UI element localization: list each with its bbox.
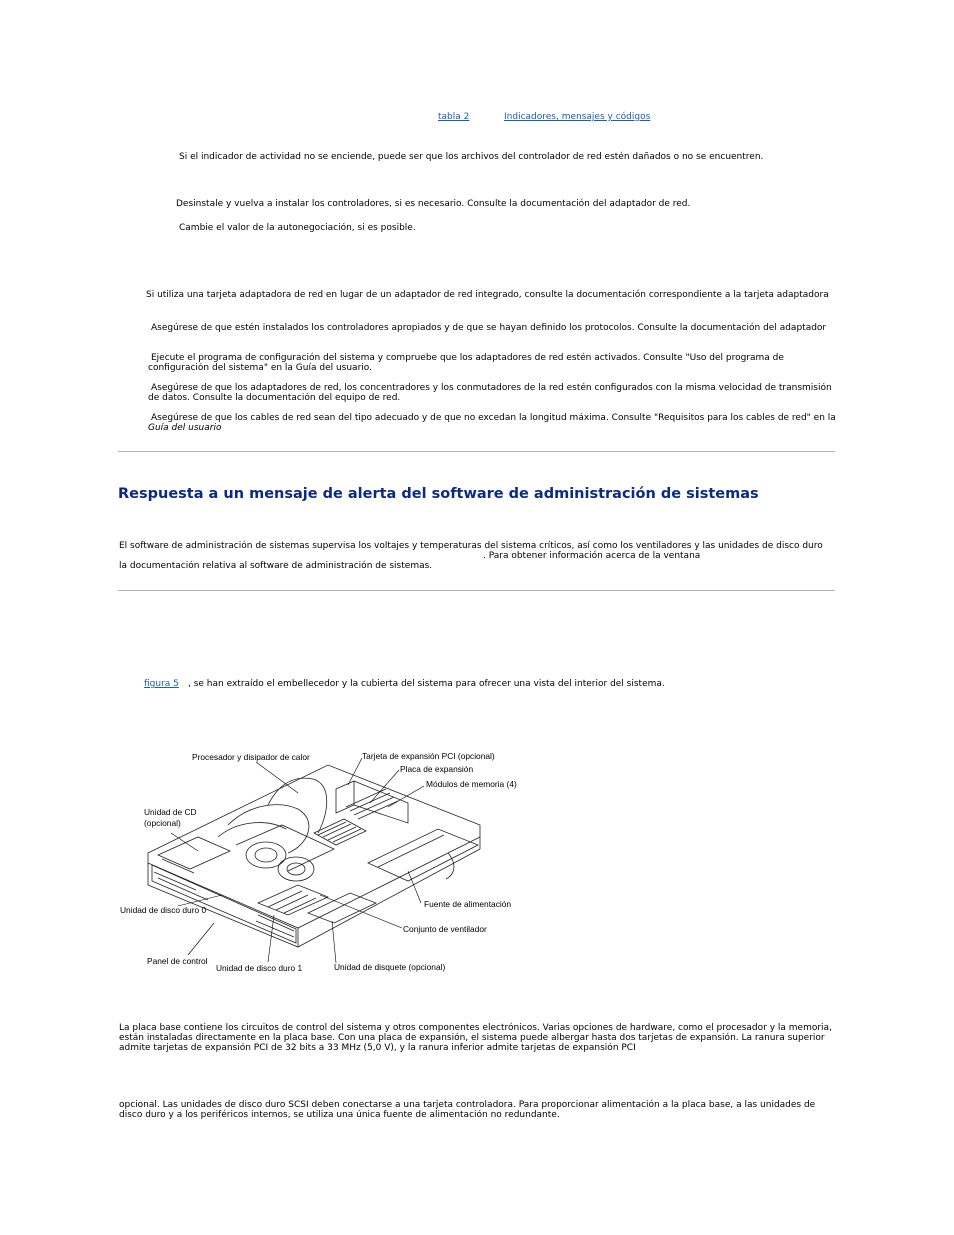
cd-drive	[158, 837, 230, 869]
paragraph-indicador: Si el indicador de actividad no se enciende, puede ser que los archivos del controlador de red estén dañados o no se encuentren.	[179, 152, 764, 162]
label-panel: Panel de control	[147, 956, 208, 966]
pci-card	[354, 781, 408, 823]
fan-2	[278, 857, 314, 881]
paragraph-controladores: Asegúrese de que estén instalados los controladores apropiados y de que se hayan definido los protocolos. Consulte la documentación del adaptador	[151, 323, 827, 333]
label-disco-0: Unidad de disco duro 0	[120, 905, 207, 915]
tabla-2-link[interactable]: tabla 2	[438, 112, 470, 122]
paragraph-tarjeta-adaptadora: Si utiliza una tarjeta adaptadora de red en lugar de un adaptador de red integrado, consulte la documentación correspondiente a la tarjeta adaptadora	[146, 290, 829, 300]
paragraph-cables-1: Asegúrese de que los cables de red sean del tipo adecuado y de que no excedan la longitud máxima. Consulte "Requisitos para los cables de red" en la	[151, 413, 836, 423]
divider-1	[118, 451, 835, 452]
paragraph-desinstale: Desinstale y vuelva a instalar los controladores, si es necesario. Consulte la documentación del adaptador de red.	[176, 199, 691, 209]
figura-5-link[interactable]: figura 5	[144, 679, 179, 689]
heat-sink	[314, 819, 366, 845]
hard-drive-1	[258, 885, 328, 915]
bottom-text-4: opcional. Las unidades de disco duro SCSI deben conectarse a una tarjeta controladora. Para proporcionar alimentación a la placa base, a las unidades de	[119, 1100, 816, 1110]
section-text-2: . Para obtener información acerca de la ventana	[483, 551, 701, 561]
label-disco-1: Unidad de disco duro 1	[216, 963, 303, 973]
divider-2	[118, 590, 835, 591]
memory-module-4	[358, 801, 398, 819]
power-supply	[368, 829, 478, 881]
label-procesador: Procesador y disipador de calor	[192, 752, 310, 762]
label-fuente: Fuente de alimentación	[424, 899, 512, 909]
label-unidad-cd: Unidad de CD	[144, 807, 197, 817]
label-unidad-cd-opcional: (opcional)	[144, 818, 181, 828]
bottom-text-2: están instaladas directamente en la placa base. Con una placa de expansión, el sistema puede albergar hasta dos tarjetas de expansión. La ranura superior	[119, 1033, 825, 1043]
section-text-1: El software de administración de sistemas supervisa los voltajes y temperaturas del sistema críticos, así como los ventiladores y las unidades de disco duro	[119, 541, 823, 551]
label-modulos: Módulos de memoria (4)	[426, 779, 517, 789]
label-ventilador: Conjunto de ventilador	[403, 924, 487, 934]
expansion-riser	[336, 781, 354, 813]
label-placa: Placa de expansión	[400, 764, 474, 774]
memory-module-3	[354, 797, 394, 815]
paragraph-configuracion-1: Ejecute el programa de configuración del sistema y compruebe que los adaptadores de red estén activados. Consulte "Uso del programa de	[151, 353, 784, 363]
floppy-drive	[308, 893, 376, 923]
figure-reference-text: , se han extraído el embellecedor y la cubierta del sistema para ofrecer una vista del interior del sistema.	[188, 679, 665, 689]
bottom-text-3: admite tarjetas de expansión PCI de 32 bits a 33 MHz (5,0 V), y la ranura inferior admite tarjetas de expansión PCI	[119, 1043, 636, 1053]
paragraph-autonegociacion: Cambie el valor de la autonegociación, si es posible.	[179, 223, 416, 233]
paragraph-cables-2: Guía del usuario	[148, 423, 222, 433]
section-text-3: la documentación relativa al software de administración de sistemas.	[119, 561, 433, 571]
bottom-text-1: La placa base contiene los circuitos de control del sistema y otros componentes electrónicos. Varias opciones de hardware, como el procesador y la memoria,	[119, 1023, 832, 1033]
paragraph-velocidad-1: Asegúrese de que los adaptadores de red, los concentradores y los conmutadores de la red estén configurados con la misma velocidad de transmisión	[151, 383, 832, 393]
label-tarjeta-pci: Tarjeta de expansión PCI (opcional)	[362, 751, 495, 761]
section-title: Respuesta a un mensaje de alerta del software de administración de sistemas	[118, 486, 759, 502]
bottom-text-5: disco duro y a los periféricos internos, se utiliza una única fuente de alimentación no redundante.	[119, 1110, 560, 1120]
indicadores-link[interactable]: Indicadores, mensajes y códigos	[504, 112, 651, 122]
fan-1	[246, 842, 286, 868]
paragraph-configuracion-2: configuración del sistema" en la Guía del usuario.	[148, 363, 372, 373]
paragraph-velocidad-2: de datos. Consulte la documentación del equipo de red.	[148, 393, 401, 403]
system-interior-illustration	[118, 745, 528, 980]
label-disquete: Unidad de disquete (opcional)	[334, 962, 446, 972]
memory-module-2	[350, 793, 390, 811]
cable-2	[228, 805, 309, 853]
